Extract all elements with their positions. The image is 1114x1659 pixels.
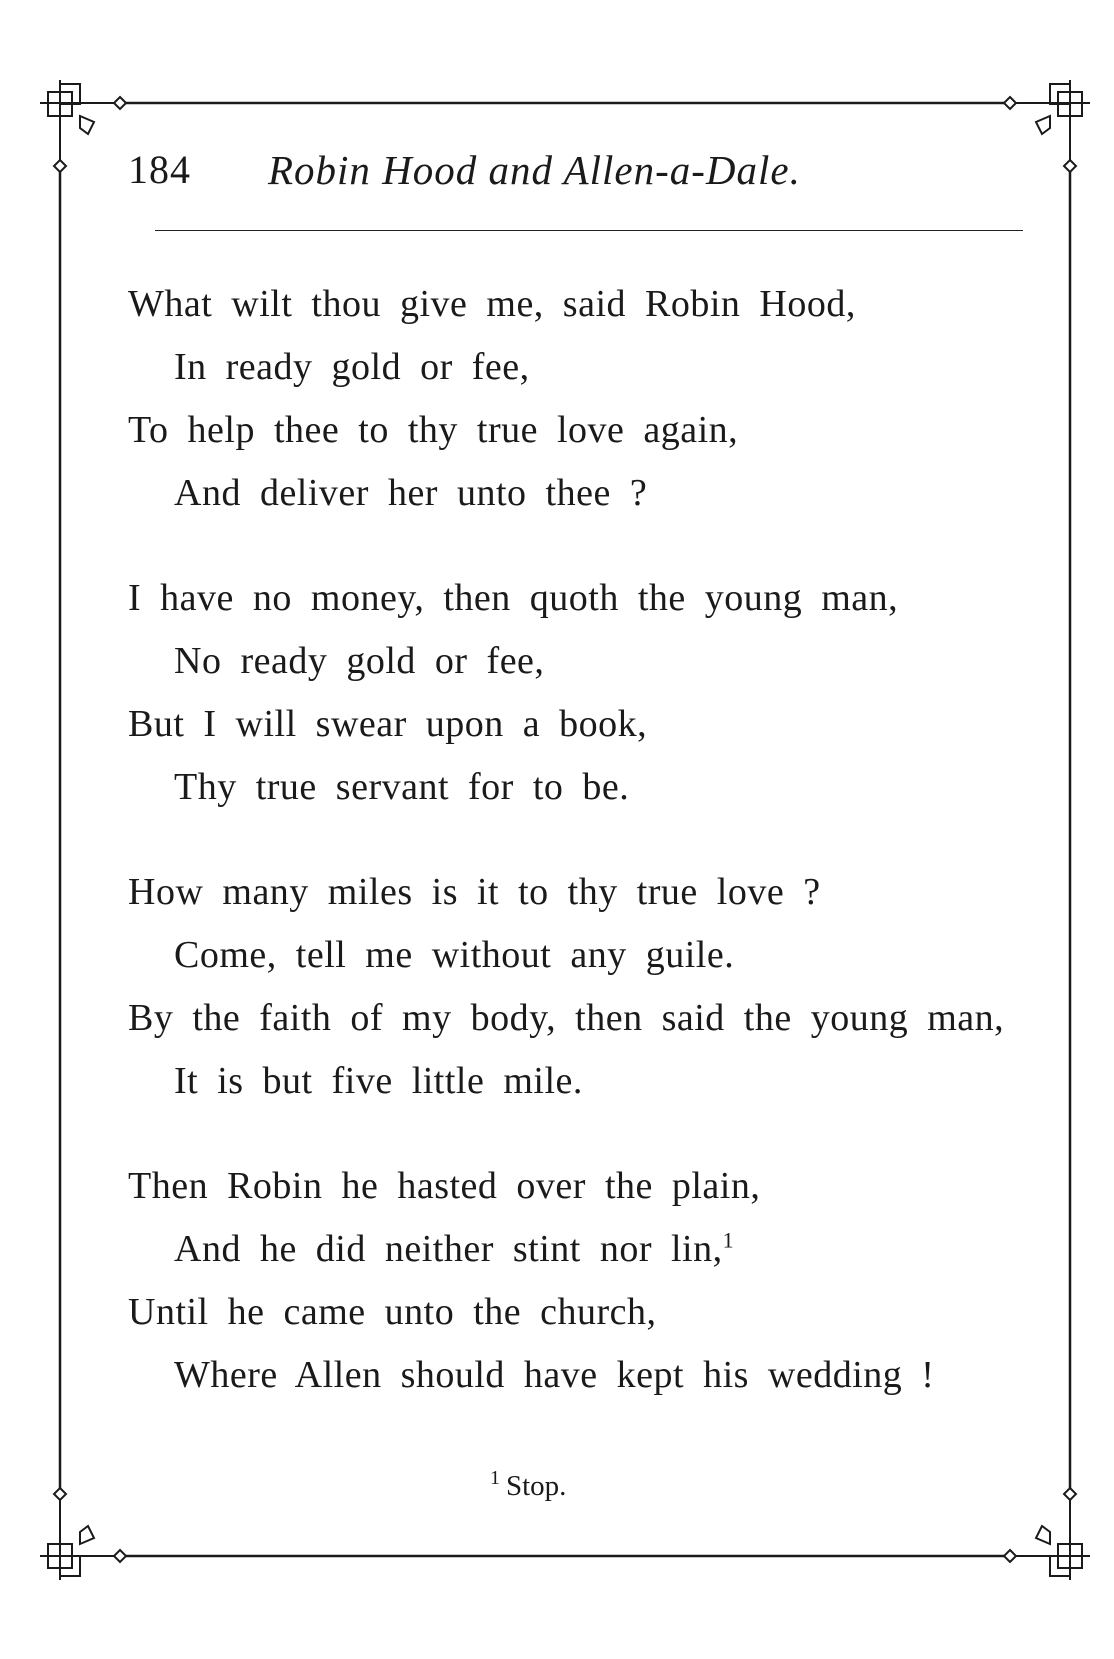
poem-line-text: But I will swear upon a book, bbox=[128, 703, 648, 745]
poem-line-text: Thy true servant for to be. bbox=[174, 766, 630, 808]
poem-line-text: And deliver her unto thee ? bbox=[174, 472, 648, 514]
poem-line-text: No ready gold or fee, bbox=[174, 640, 545, 682]
poem-line bbox=[128, 996, 1004, 1040]
poem-line bbox=[128, 282, 856, 326]
poem-line-text: By the faith of my body, then said the young man, bbox=[128, 997, 1005, 1039]
corner-ornament-bottom-right bbox=[1016, 1500, 1090, 1580]
poem-line bbox=[128, 408, 738, 452]
poem-line bbox=[128, 933, 734, 977]
poem-line-text: What wilt thou give me, said Robin Hood, bbox=[128, 283, 856, 325]
poem-line-text: Then Robin he hasted over the plain, bbox=[128, 1165, 761, 1207]
poem-line bbox=[128, 870, 821, 914]
poem-line bbox=[128, 1353, 934, 1397]
header-rule bbox=[155, 230, 1023, 231]
poem-line bbox=[128, 639, 544, 683]
poem-line-text: Until he came unto the church, bbox=[128, 1291, 657, 1333]
footnote-ref: 1 bbox=[722, 1227, 735, 1253]
poem-line bbox=[128, 1290, 657, 1334]
footnote-text: Stop. bbox=[506, 1470, 567, 1502]
poem-line-text: Come, tell me without any guile. bbox=[174, 934, 735, 976]
poem-line-text: I have no money, then quoth the young man, bbox=[128, 577, 899, 619]
poem-line bbox=[128, 345, 530, 389]
footnote bbox=[490, 1467, 567, 1503]
poem-line-text: In ready gold or fee, bbox=[174, 346, 530, 388]
poem-line bbox=[128, 1059, 583, 1103]
corner-ornament-top-left bbox=[40, 80, 114, 160]
poem-line-text: And he did neither stint nor lin, bbox=[174, 1228, 723, 1270]
poem-line bbox=[128, 1164, 760, 1208]
poem-line-text: To help thee to thy true love again, bbox=[128, 409, 739, 451]
poem-line bbox=[128, 1227, 734, 1271]
poem-line bbox=[128, 765, 629, 809]
footnote-mark: 1 bbox=[490, 1467, 500, 1490]
running-title: Robin Hood and Allen-a-Dale. bbox=[268, 147, 801, 193]
poem-line bbox=[128, 702, 647, 746]
poem-line bbox=[128, 471, 647, 515]
running-header bbox=[128, 146, 988, 206]
poem-line-text: Where Allen should have kept his wedding ! bbox=[174, 1354, 935, 1396]
corner-ornament-bottom-left bbox=[40, 1500, 114, 1580]
poem-line-text: How many miles is it to thy true love ? bbox=[128, 871, 821, 913]
poem-line-text: It is but five little mile. bbox=[174, 1060, 583, 1102]
page-number: 184 bbox=[128, 147, 191, 192]
corner-ornament-top-right bbox=[1016, 80, 1090, 160]
poem-line bbox=[128, 576, 898, 620]
